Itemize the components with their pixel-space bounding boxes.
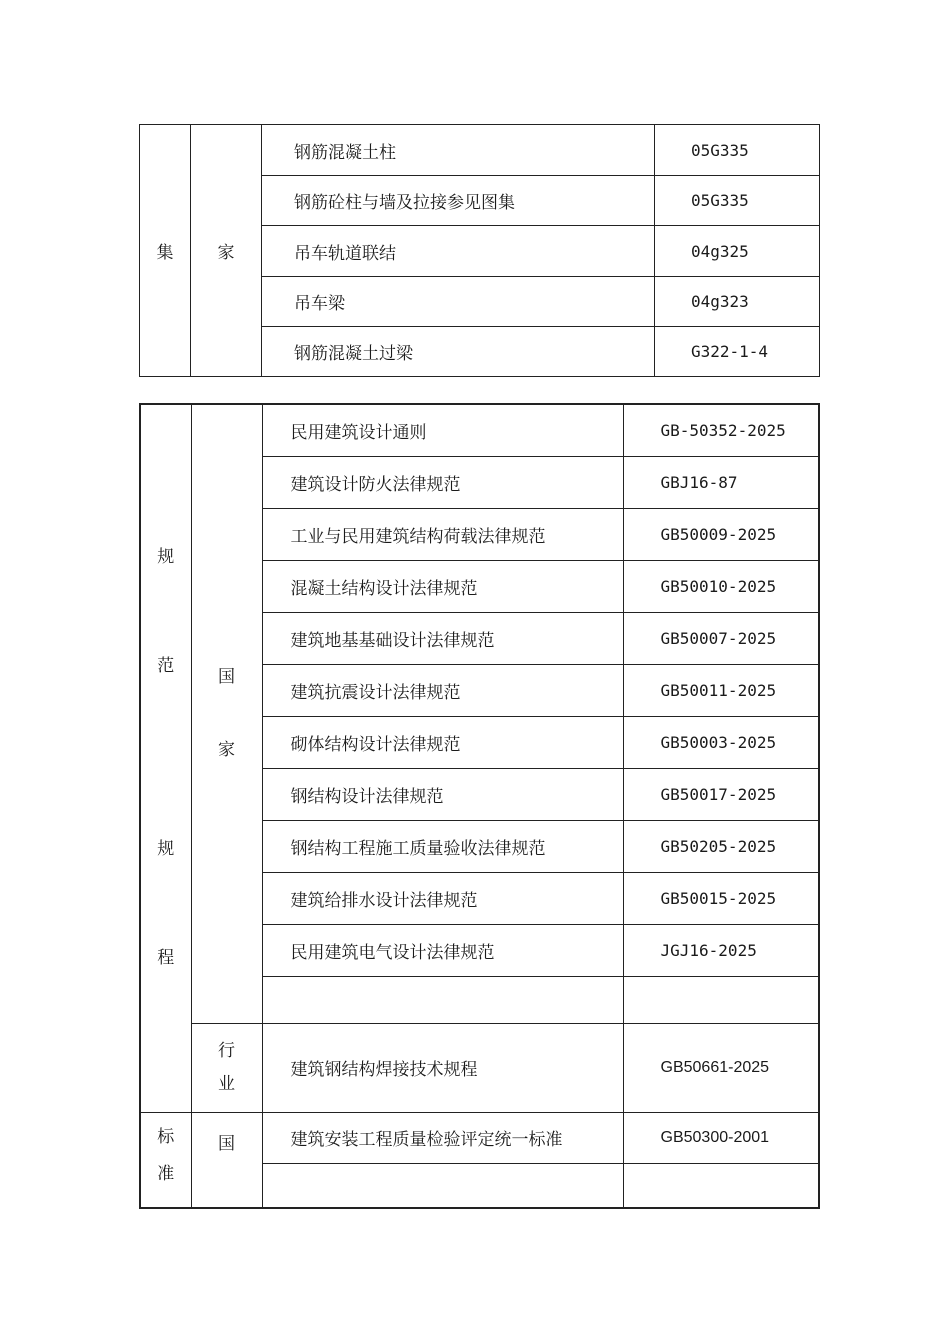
category-label-regulations: 规 范 规 程 bbox=[140, 404, 191, 1112]
empty-cell bbox=[623, 976, 819, 1023]
standard-name: 民用建筑电气设计法律规范 bbox=[262, 924, 623, 976]
drawing-atlas-table bbox=[139, 124, 820, 377]
standard-name: 钢结构工程施工质量验收法律规范 bbox=[262, 820, 623, 872]
empty-cell bbox=[262, 976, 623, 1023]
standard-code: GBJ16-87 bbox=[623, 456, 819, 508]
standard-name: 钢结构设计法律规范 bbox=[262, 768, 623, 820]
standard-code: 04g323 bbox=[655, 277, 820, 327]
empty-cell bbox=[623, 1163, 819, 1208]
standard-name: 混凝土结构设计法律规范 bbox=[262, 560, 623, 612]
standard-code: GB50205-2025 bbox=[623, 820, 819, 872]
standard-name: 建筑地基基础设计法律规范 bbox=[262, 612, 623, 664]
standard-name: 建筑安装工程质量检验评定统一标准 bbox=[262, 1112, 623, 1163]
category-label: 集 bbox=[140, 125, 191, 377]
standard-code: GB50009-2025 bbox=[623, 508, 819, 560]
standard-name: 钢筋混凝土柱 bbox=[262, 125, 655, 176]
subcategory-label-national-b: 国 bbox=[191, 1112, 262, 1208]
standard-name: 建筑给排水设计法律规范 bbox=[262, 872, 623, 924]
standard-name: 吊车梁 bbox=[262, 277, 655, 327]
standard-name: 钢筋砼柱与墙及拉接参见图集 bbox=[262, 176, 655, 226]
subcategory-label: 家 bbox=[191, 125, 262, 377]
standard-code: GB50003-2025 bbox=[623, 716, 819, 768]
standard-code: GB50015-2025 bbox=[623, 872, 819, 924]
subcategory-label-national: 国 家 bbox=[191, 404, 262, 1023]
standard-name: 建筑抗震设计法律规范 bbox=[262, 664, 623, 716]
standard-name: 吊车轨道联结 bbox=[262, 226, 655, 277]
standard-code: GB50300-2001 bbox=[623, 1112, 819, 1163]
standard-name: 民用建筑设计通则 bbox=[262, 404, 623, 456]
codes-standards-table bbox=[139, 403, 820, 1209]
standard-name: 建筑设计防火法律规范 bbox=[262, 456, 623, 508]
empty-cell bbox=[262, 1163, 623, 1208]
standard-name: 工业与民用建筑结构荷载法律规范 bbox=[262, 508, 623, 560]
standard-name: 建筑钢结构焊接技术规程 bbox=[262, 1023, 623, 1112]
standard-code: G322-1-4 bbox=[655, 327, 820, 377]
standard-code: 05G335 bbox=[655, 125, 820, 176]
standard-code: GB50007-2025 bbox=[623, 612, 819, 664]
standard-code: JGJ16-2025 bbox=[623, 924, 819, 976]
subcategory-label-industry: 行 业 bbox=[191, 1023, 262, 1112]
standard-code: 04g325 bbox=[655, 226, 820, 277]
standard-code: GB-50352-2025 bbox=[623, 404, 819, 456]
standard-name: 钢筋混凝土过梁 bbox=[262, 327, 655, 377]
standard-name: 砌体结构设计法律规范 bbox=[262, 716, 623, 768]
standard-code: GB50661-2025 bbox=[623, 1023, 819, 1112]
category-label-standards: 标 准 bbox=[140, 1112, 191, 1208]
standard-code: GB50011-2025 bbox=[623, 664, 819, 716]
standard-code: GB50017-2025 bbox=[623, 768, 819, 820]
standard-code: GB50010-2025 bbox=[623, 560, 819, 612]
standard-code: 05G335 bbox=[655, 176, 820, 226]
